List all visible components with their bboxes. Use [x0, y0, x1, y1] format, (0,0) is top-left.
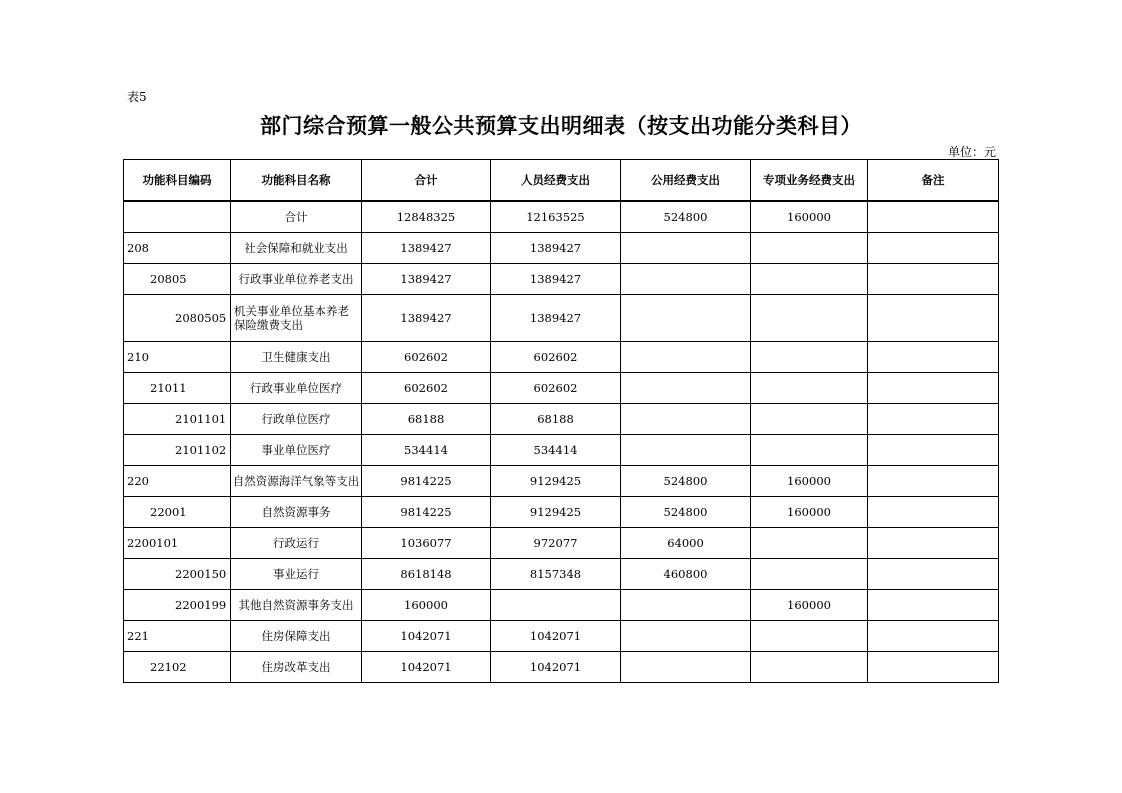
cell-public: 524800 — [621, 497, 751, 528]
cell-public — [621, 342, 751, 373]
header-total: 合计 — [362, 160, 491, 202]
cell-special — [751, 404, 868, 435]
cell-total: 1389427 — [362, 264, 491, 295]
cell-remark — [868, 404, 999, 435]
table-row — [124, 342, 999, 373]
cell-name: 住房保障支出 — [231, 621, 362, 652]
cell-personnel: 1389427 — [491, 233, 621, 264]
cell-name: 卫生健康支出 — [231, 342, 362, 373]
cell-remark — [868, 590, 999, 621]
table-row — [124, 466, 999, 497]
cell-special — [751, 621, 868, 652]
cell-remark — [868, 559, 999, 590]
unit-label: 单位：元 — [947, 145, 996, 159]
table-row — [124, 528, 999, 559]
cell-personnel: 68188 — [491, 404, 621, 435]
cell-name: 机关事业单位基本养老保险缴费支出 — [231, 295, 362, 342]
cell-total: 9814225 — [362, 466, 491, 497]
cell-name: 行政单位医疗 — [231, 404, 362, 435]
cell-total: 9814225 — [362, 497, 491, 528]
header-name: 功能科目名称 — [231, 160, 362, 202]
cell-name: 自然资源事务 — [231, 497, 362, 528]
header-public: 公用经费支出 — [621, 160, 751, 202]
cell-public: 460800 — [621, 559, 751, 590]
cell-remark — [868, 264, 999, 295]
cell-public: 524800 — [621, 466, 751, 497]
cell-personnel: 602602 — [491, 342, 621, 373]
cell-remark — [868, 652, 999, 683]
cell-special: 160000 — [751, 590, 868, 621]
cell-name: 行政事业单位养老支出 — [231, 264, 362, 295]
cell-total: 68188 — [362, 404, 491, 435]
table-row — [124, 233, 999, 264]
cell-total: 534414 — [362, 435, 491, 466]
table-number-label: 表5 — [127, 90, 147, 104]
cell-special — [751, 264, 868, 295]
expenditure-table — [123, 159, 999, 683]
cell-total: 1042071 — [362, 621, 491, 652]
cell-code: 2080505 — [124, 295, 231, 342]
cell-special — [751, 233, 868, 264]
table-row — [124, 201, 999, 233]
cell-remark — [868, 466, 999, 497]
header-remark: 备注 — [868, 160, 999, 202]
cell-code: 2101101 — [124, 404, 231, 435]
cell-special: 160000 — [751, 497, 868, 528]
table-row — [124, 497, 999, 528]
cell-special — [751, 373, 868, 404]
cell-name: 合计 — [231, 201, 362, 233]
cell-personnel: 9129425 — [491, 497, 621, 528]
cell-code: 2200101 — [124, 528, 231, 559]
cell-code: 21011 — [124, 373, 231, 404]
cell-special — [751, 342, 868, 373]
cell-remark — [868, 201, 999, 233]
cell-public: 524800 — [621, 201, 751, 233]
cell-public — [621, 590, 751, 621]
cell-personnel: 1389427 — [491, 264, 621, 295]
header-code: 功能科目编码 — [124, 160, 231, 202]
cell-name: 事业单位医疗 — [231, 435, 362, 466]
table-row — [124, 373, 999, 404]
cell-personnel: 972077 — [491, 528, 621, 559]
cell-code: 2200199 — [124, 590, 231, 621]
table-header-row — [124, 160, 999, 202]
cell-special — [751, 295, 868, 342]
table-row — [124, 621, 999, 652]
cell-total: 602602 — [362, 342, 491, 373]
cell-name: 行政事业单位医疗 — [231, 373, 362, 404]
cell-public — [621, 233, 751, 264]
cell-code: 22001 — [124, 497, 231, 528]
cell-personnel: 1042071 — [491, 621, 621, 652]
cell-name: 住房改革支出 — [231, 652, 362, 683]
cell-remark — [868, 621, 999, 652]
table-row — [124, 559, 999, 590]
cell-public — [621, 295, 751, 342]
cell-code: 2200150 — [124, 559, 231, 590]
cell-remark — [868, 528, 999, 559]
cell-code: 220 — [124, 466, 231, 497]
table-row — [124, 295, 999, 342]
cell-code: 221 — [124, 621, 231, 652]
cell-total: 1389427 — [362, 233, 491, 264]
cell-special — [751, 435, 868, 466]
cell-total: 1036077 — [362, 528, 491, 559]
cell-name: 事业运行 — [231, 559, 362, 590]
cell-total: 1389427 — [362, 295, 491, 342]
header-personnel: 人员经费支出 — [491, 160, 621, 202]
cell-personnel: 1042071 — [491, 652, 621, 683]
cell-remark — [868, 373, 999, 404]
cell-public — [621, 435, 751, 466]
header-special: 专项业务经费支出 — [751, 160, 868, 202]
cell-total: 8618148 — [362, 559, 491, 590]
table-row — [124, 404, 999, 435]
cell-total: 160000 — [362, 590, 491, 621]
cell-total: 12848325 — [362, 201, 491, 233]
cell-public — [621, 373, 751, 404]
cell-personnel: 1389427 — [491, 295, 621, 342]
cell-code: 210 — [124, 342, 231, 373]
cell-code: 22102 — [124, 652, 231, 683]
cell-name: 社会保障和就业支出 — [231, 233, 362, 264]
cell-code: 208 — [124, 233, 231, 264]
cell-personnel: 534414 — [491, 435, 621, 466]
cell-special — [751, 652, 868, 683]
cell-personnel — [491, 590, 621, 621]
cell-code: 2101102 — [124, 435, 231, 466]
cell-special: 160000 — [751, 466, 868, 497]
cell-remark — [868, 295, 999, 342]
cell-special — [751, 559, 868, 590]
cell-public: 64000 — [621, 528, 751, 559]
cell-total: 1042071 — [362, 652, 491, 683]
cell-name: 其他自然资源事务支出 — [231, 590, 362, 621]
cell-public — [621, 621, 751, 652]
cell-remark — [868, 342, 999, 373]
table-row — [124, 590, 999, 621]
cell-personnel: 12163525 — [491, 201, 621, 233]
cell-code: 20805 — [124, 264, 231, 295]
cell-personnel: 602602 — [491, 373, 621, 404]
cell-public — [621, 404, 751, 435]
cell-personnel: 8157348 — [491, 559, 621, 590]
cell-personnel: 9129425 — [491, 466, 621, 497]
cell-total: 602602 — [362, 373, 491, 404]
cell-public — [621, 264, 751, 295]
cell-remark — [868, 497, 999, 528]
table-row — [124, 435, 999, 466]
table-row — [124, 652, 999, 683]
cell-public — [621, 652, 751, 683]
cell-remark — [868, 233, 999, 264]
cell-special — [751, 528, 868, 559]
cell-name: 自然资源海洋气象等支出 — [231, 466, 362, 497]
table-row — [124, 264, 999, 295]
cell-remark — [868, 435, 999, 466]
document-title: 部门综合预算一般公共预算支出明细表（按支出功能分类科目） — [260, 114, 862, 138]
cell-name: 行政运行 — [231, 528, 362, 559]
cell-code — [124, 201, 231, 233]
cell-special: 160000 — [751, 201, 868, 233]
